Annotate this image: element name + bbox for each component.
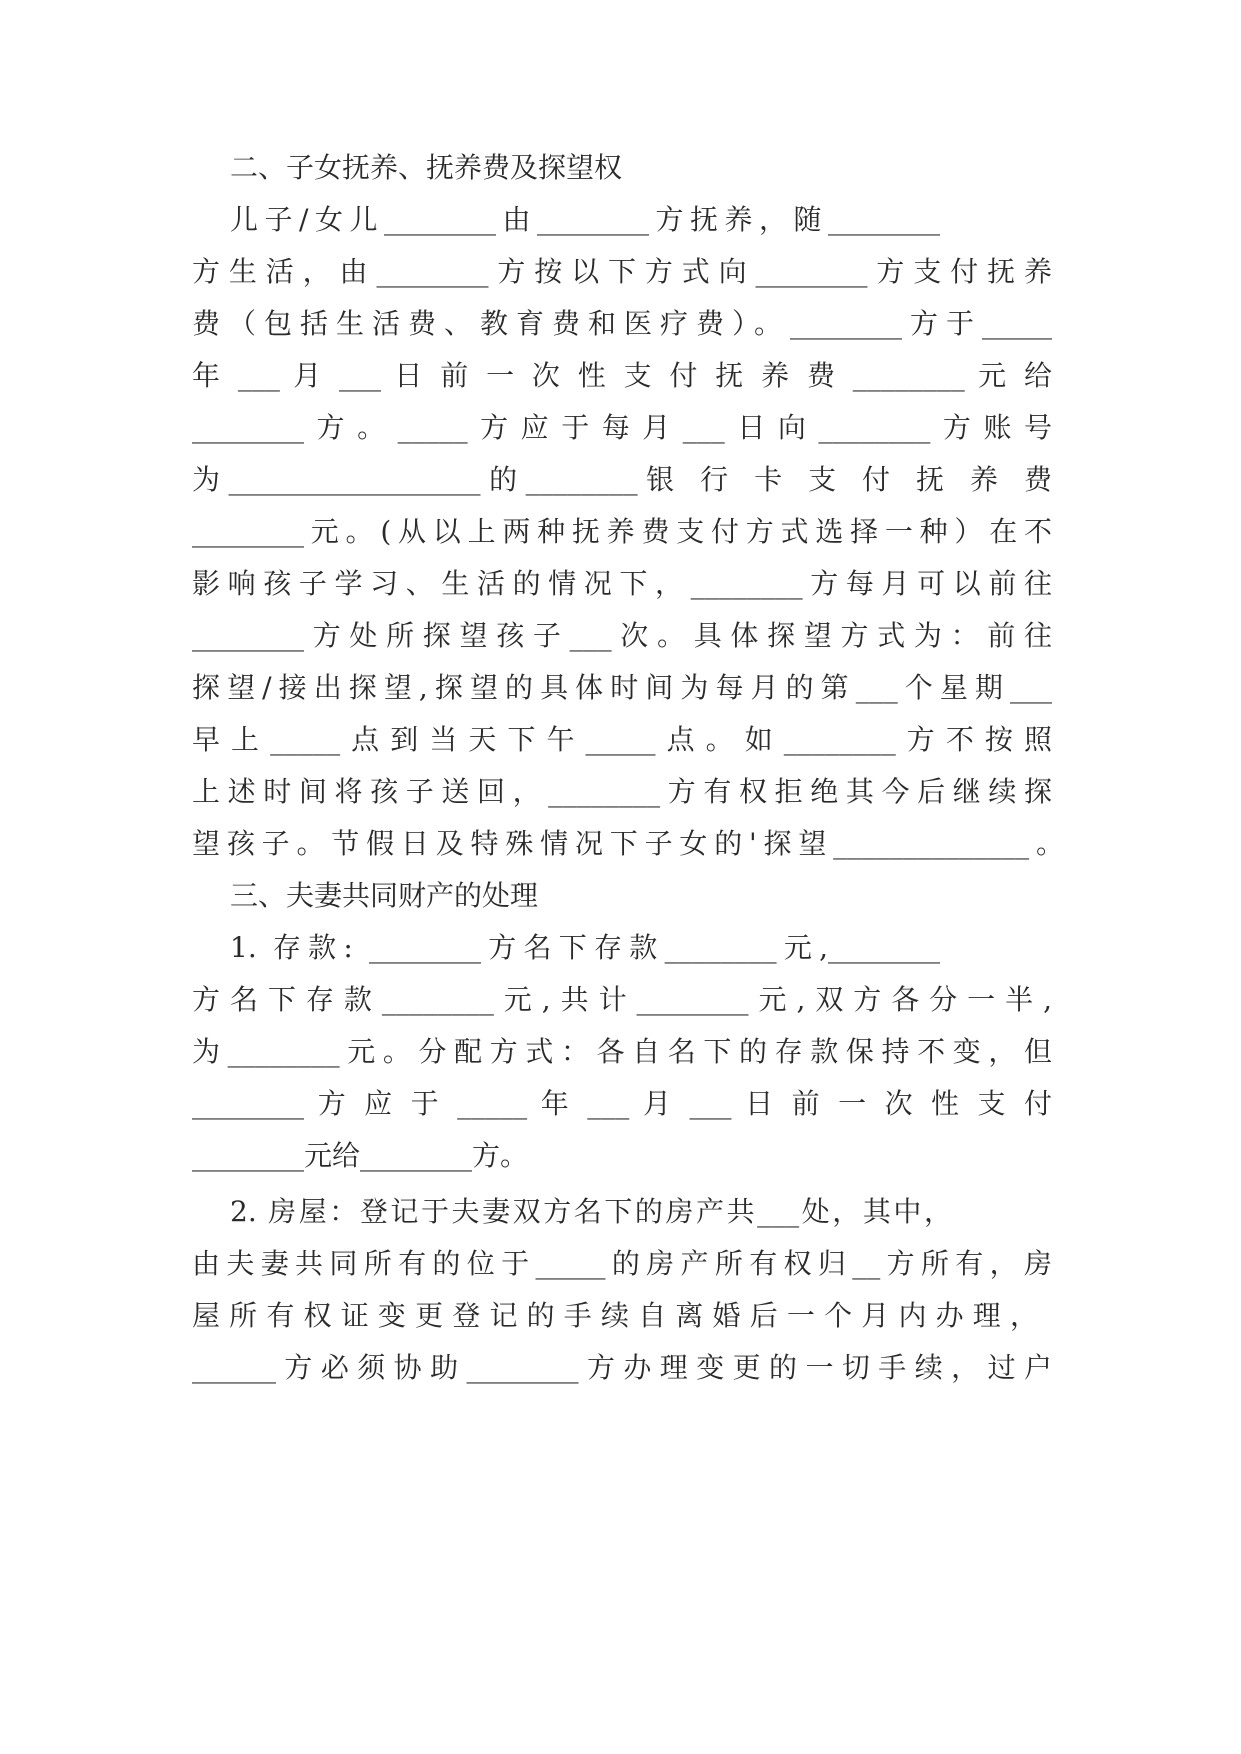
paragraph-line: 望孩子。节假日及特殊情况下子女的'探望______________。 [192,827,1064,860]
paragraph-line: 方名下存款________元,共计________元,双方各分一半, [192,983,1052,1016]
paragraph-line: ________方。_____方应于每月___日向________方账号 [192,411,1052,444]
paragraph-line: ________ 方 应 于 _____ 年 ___ 月 ___ 日 前 一 次 性 支 付 [192,1087,1052,1120]
paragraph-line: 儿子/女儿________由________方抚养，随________ [230,203,940,236]
paragraph-line: 探望/接出探望,探望的具体时间为每月的第___个星期___ [192,671,1052,704]
paragraph-line: 费（包括生活费、教育费和医疗费）。________方于_____ [192,307,1052,340]
paragraph-line: ________方处所探望孩子___次。具体探望方式为：前往 [192,619,1052,652]
section-heading-child-support: 二、子女抚养、抚养费及探望权 [230,151,623,184]
paragraph-line: 为________元。分配方式：各自名下的存款保持不变，但 [192,1035,1052,1068]
paragraph-line: ________元给________方。 [192,1139,529,1172]
paragraph-line: ________元。(从以上两种抚养费支付方式选择一种）在不 [192,515,1052,548]
paragraph-line: 为__________________的________银 行 卡 支 付 抚 养 费 [192,463,1052,496]
section-heading-joint-property: 三、夫妻共同财产的处理 [230,879,539,912]
paragraph-line: 早上_____点到当天下午_____点。如________方不按照 [192,723,1052,756]
paragraph-line: 1. 存款: ________方名下存款________元,________ [230,931,940,964]
paragraph-line: 屋所有权证变更登记的手续自离婚后一个月内办理， [192,1299,1038,1332]
paragraph-line: 由夫妻共同所有的位于_____的房产所有权归__方所有，房 [192,1247,1052,1280]
paragraph-line: 年 ___ 月 ___ 日 前 一 次 性 支 付 抚 养 费 ________ 元 给 [192,359,1052,392]
paragraph-line: 影响孩子学习、生活的情况下，________方每月可以前往 [192,567,1052,600]
paragraph-line: 方生活，由________方按以下方式向________方支付抚养 [192,255,1052,288]
paragraph-line: ______方必须协助________方办理变更的一切手续，过户 [192,1351,1052,1384]
paragraph-line: 上述时间将孩子送回，________方有权拒绝其今后继续探 [192,775,1052,808]
paragraph-line: 2. 房屋：登记于夫妻双方名下的房产共___处，其中， [230,1195,952,1228]
